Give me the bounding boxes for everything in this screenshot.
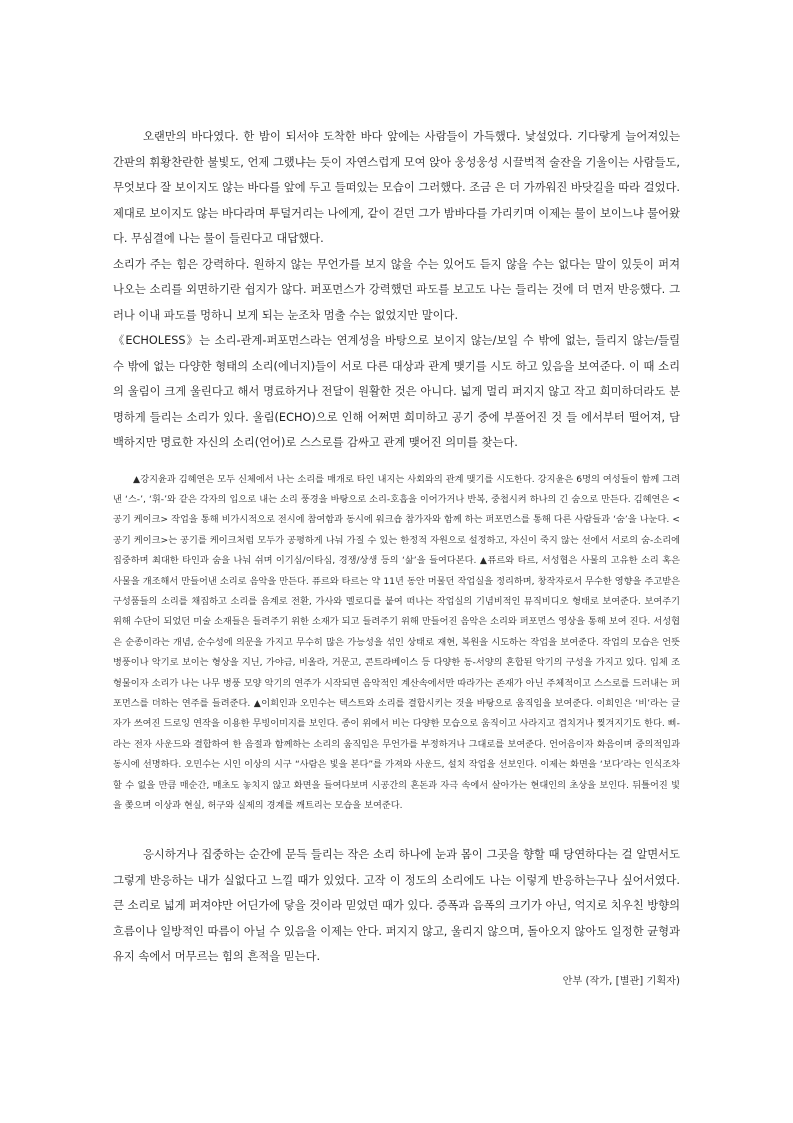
document-page: [113, 124, 680, 992]
sound-power-paragraph: 소리가 주는 힘은 강력하다. 원하지 않는 무언가를 보지 않을 수는 있어도 듣지 않을 수는 없다는 말이 있듯이 퍼져 나오는 소리를 외면하기란 쉽지가 않다. 퍼포먼스가 강력했던 파도를 보고도 나는 들리는 것에 더 먼저 반응했다. 그러나 이내 파도를 멍하니 보게 되는 눈조차 멈출 수는 없었지만 말이다.: [113, 257, 680, 322]
closing-paragraph: 응시하거나 집중하는 순간에 문득 들리는 작은 소리 하나에 눈과 몸이 그곳을 향할 때 당연하다는 걸 알면서도 그렇게 반응하는 내가 실없다고 느낄 때가 있었다. 고작 이 정도의 소리에도 나는 이렇게 반응하는구나 싶어서였다. 큰 소리로 넓게 퍼져야만 어딘가에 닿을 것이라 믿었던 때가 있다. 증폭과 음폭의 크기가 아닌, 억지로 치우친 방향의 흐름이나 일방적인 따름이 아닐 수 있음을 이제는 안다. 퍼지지 않고, 울리지 않으며, 돌아오지 않아도 일정한 균형과 유지 속에서 머무르는 힘의 흔적을 믿는다.: [113, 848, 680, 964]
exhibition-paragraph: 《ECHOLESS》는 소리-관계-퍼포먼스라는 연계성을 바탕으로 보이지 않는/보일 수 밖에 없는, 들리지 않는/들릴 수 밖에 없는 다양한 형태의 소리(에너지)들이 서로 다른 대상과 관계 맺기를 시도 하고 있음을 보여준다. 이 때 소리의 울림이 크게 울린다고 해서 명료하거나 전달이 원활한 것은 아니다. 넓게 멀리 퍼지지 않고 작고 희미하더라도 분명하게 들리는 소리가 있다. 울림(ECHO)으로 인해 어쩌면 희미하고 공기 중에 부풀어진 것 들 에서부터 떨어져, 담백하지만 명료한 자신의 소리(언어)로 스스로를 감싸고 관계 맺어진 의미를 찾는다.: [113, 334, 680, 449]
author-signature: 안부 (작가, [별관] 기획자): [562, 975, 680, 987]
intro-paragraph: 오랜만의 바다였다. 한 밤이 되서야 도착한 바다 앞에는 사람들이 가득했다. 낯설었다. 기다랗게 늘어져있는 간판의 휘황찬란한 불빛도, 언제 그랬냐는 듯이 자연스럽게 모여 앉아 웅성웅성 시끌벅적 술잔을 기울이는 사람들도, 무엇보다 잘 보이지도 않는 바다를 앞에 두고 들떠있는 모습이 그러했다. 조금 은 더 가까워진 바닷길을 따라 걸었다. 제대로 보이지도 않는 바다라며 투덜거리는 나에게, 같이 걷던 그가 밤바다를 가리키며 이제는 물이 보이느냐 물어왔다. 무심결에 나는 물이 들린다고 대답했다.: [113, 130, 680, 245]
artist-notes: ▲강지윤과 김혜연은 모두 신체에서 나는 소리를 매개로 타인 내지는 사회와의 관계 맺기를 시도한다. 강지윤은 6명의 여성들이 함께 그려낸 ‘스-’, ‘휘-’와 같은 각자의 입으로 내는 소리 풍경을 바탕으로 소리-호흡을 이어가거나 반복, 중첩시켜 하나의 긴 숨으로 만든다. 김혜연은 <공기 케이크> 작업을 통해 비가시적으로 전시에 참여함과 동시에 워크숍 참가자와 함께 하는 퍼포먼스를 통해 다른 사람들과 ‘숨’을 나눈다. <공기 케이크>는 공기를 케이크처럼 모두가 공평하게 나눠 가질 수 있는 한정적 자원으로 설정하고, 자신이 죽지 않는 선에서 서로의 숨-소리에 집중하며 최대한 타인과 숨을 나눠 쉬며 이기심/이타심, 경쟁/상생 등의 ‘삶’을 들여다본다. ▲퓨르와 타르, 서성협은 사물의 고유한 소리 혹은 사물을 개조해서 만들어낸 소리로 음악을 만든다. 퓨르와 타르는 약 11년 동안 머물던 작업실을 정리하며, 창작자로서 무수한 영향을 주고받은 구성품들의 소리를 채집하고 소리를 음계로 전환, 가사와 멜로디를 붙여 떠나는 작업실의 기념비적인 뮤직비디오 형태로 보여준다. 보여주기 위해 수단이 되었던 미술 소재들은 들려주기 위한 소재가 되고 들려주기 위해 만들어진 음악은 소리와 퍼포먼스 영상을 통해 보여 진다. 서성협은 순종이라는 개념, 순수성에 의문을 가지고 무수히 많은 가능성을 섞인 상태로 재현, 복원을 시도하는 작업을 보여준다. 작업의 모습은 언뜻 병풍이나 악기로 보이는 형상을 지닌, 가야금, 비올라, 거문고, 콘트라베이스 등 다양한 동-서양의 혼합된 악기의 구성을 가지고 있다. 입체 조형물이자 소리가 나는 나무 병풍 모양 악기의 연주가 시작되면 음악적인 계산속에서만 따라가는 존재가 아닌 주체적이고 스스로를 드러내는 퍼포먼스를 더하는 연주를 들려준다. ▲이희인과 오민수는 텍스트와 소리를 결합시키는 것을 바탕으로 움직임을 보여준다. 이희인은 ‘비’라는 글자가 쓰여진 드로잉 연작을 이용한 무빙이미지를 보인다. 종이 위에서 비는 다양한 모습으로 움직이고 사라지고 겹치거나 찢겨지기도 한다. 삐-라는 전자 사운드와 결합하여 한 음절과 함께하는 소리의 움직임은 무언가를 부정하거나 그대로를 보여준다. 언어음이자 화음이며 중의적임과 동시에 선명하다. 오민수는 시인 이상의 시구 “사람은 빛을 본다”를 가져와 사운드, 설치 작업을 선보인다. 이제는 화면을 ‘보다’라는 인식조차 할 수 없을 만큼 매순간, 매초도 놓치지 않고 화면을 들여다보며 시공간의 혼돈과 자극 속에서 살아가는 현대인의 초상을 보인다. 뒤틀어진 빛을 쫒으며 이상과 현실, 허구와 실제의 경계를 깨트리는 모습을 보여준다.: [113, 473, 680, 811]
